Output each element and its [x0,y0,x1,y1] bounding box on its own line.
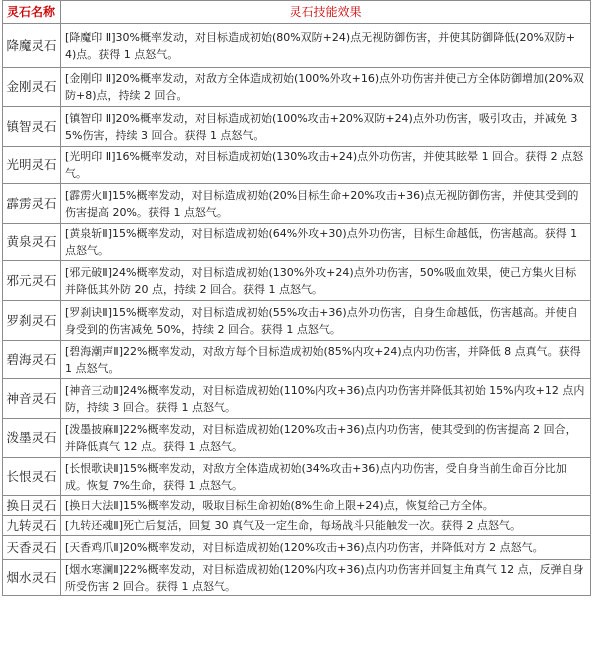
stone-name: 九转灵石 [3,516,61,536]
stone-name: 长恨灵石 [3,458,61,496]
stone-effect: [长恨歌诀Ⅱ]15%概率发动，对敌方全体造成初始(34%攻击+36)点内功伤害，受自身当前生命百分比加成。恢复 7%生命，获得 1 点怒气。 [61,458,591,496]
stone-name: 降魔灵石 [3,24,61,68]
stone-effect: [换日大法Ⅱ]15%概率发动，吸取目标生命初始(8%生命上限+24)点，恢复给己方全体。 [61,496,591,516]
table-row [3,341,591,379]
table-row [3,379,591,419]
stone-effect: [黄泉斩Ⅱ]15%概率发动，对目标造成初始(64%外攻+30)点外功伤害，目标生命越低，伤害越高。获得 1 点怒气。 [61,224,591,261]
stone-effect: [泼墨披麻Ⅱ]22%概率发动，对目标造成初始(120%攻击+36)点内功伤害，使其受到的伤害提高 2 回合，并降低真气 12 点。获得 1 点怒气。 [61,419,591,458]
stone-effect: [碧海潮声Ⅱ]22%概率发动，对敌方每个目标造成初始(85%内攻+24)点内功伤害，并降低 8 点真气。获得 1 点怒气。 [61,341,591,379]
table-header-row [3,1,591,24]
stone-name: 罗刹灵石 [3,301,61,341]
stone-effect: [镇智印 Ⅱ]20%概率发动，对目标造成初始(100%攻击+20%双防+24)点外功伤害，吸引攻击，并减免 35%伤害，持续 3 回合。获得 1 点怒气。 [61,107,591,147]
header-name: 灵石名称 [3,1,61,24]
table-row [3,261,591,301]
stone-effect: [邪元破Ⅱ]24%概率发动，对目标造成初始(130%外攻+24)点外功伤害，50%吸血效果，使己方集火目标并降低其外防 20 点，持续 2 回合。获得 1 点怒气。 [61,261,591,301]
table-row [3,184,591,224]
table-row [3,516,591,536]
table-row [3,24,591,68]
stone-name: 天香灵石 [3,536,61,560]
stone-name: 神音灵石 [3,379,61,419]
stone-effect: [烟水寒澜Ⅱ]22%概率发动，对目标造成初始(120%内攻+36)点内功伤害并回复主角真气 12 点，反弹自身所受伤害 2 回合。获得 1 点怒气。 [61,560,591,596]
stone-effect: [金刚印 Ⅱ]20%概率发动，对敌方全体造成初始(100%外攻+16)点外功伤害并使己方全体防御增加(20%双防+8)点，持续 2 回合。 [61,68,591,107]
stone-name: 泼墨灵石 [3,419,61,458]
stone-effect: [九转还魂Ⅱ]死亡后复活，回复 30 真气及一定生命，每场战斗只能触发一次。获得 2 点怒气。 [61,516,591,536]
table-row [3,107,591,147]
stone-effect: [降魔印 Ⅱ]30%概率发动，对目标造成初始(80%双防+24)点无视防御伤害，并使其防御降低(20%双防+4)点。获得 1 点怒气。 [61,24,591,68]
table-row [3,560,591,596]
stone-name: 碧海灵石 [3,341,61,379]
stone-effect: [神音三动Ⅱ]24%概率发动，对目标造成初始(110%内攻+36)点内功伤害并降低其初始 15%内攻+12 点内防，持续 3 回合。获得 1 点怒气。 [61,379,591,419]
stone-effect: [光明印 Ⅱ]16%概率发动，对目标造成初始(130%攻击+24)点外功伤害，并使其眩晕 1 回合。获得 2 点怒气。 [61,147,591,184]
table-row [3,458,591,496]
table-row [3,536,591,560]
stone-effect: [天香鸡爪Ⅱ]20%概率发动，对目标造成初始(120%攻击+36)点内功伤害，并降低对方 2 点怒气。 [61,536,591,560]
stone-name: 霹雳灵石 [3,184,61,224]
stone-effect: [霹雳火Ⅱ]15%概率发动，对目标造成初始(20%目标生命+20%攻击+36)点无视防御伤害，并使其受到的伤害提高 20%。获得 1 点怒气。 [61,184,591,224]
table-row [3,68,591,107]
table-row [3,147,591,184]
header-effect: 灵石技能效果 [61,1,591,24]
spirit-stone-table [2,0,591,596]
stone-name: 换日灵石 [3,496,61,516]
table-row [3,419,591,458]
stone-name: 邪元灵石 [3,261,61,301]
stone-name: 烟水灵石 [3,560,61,596]
stone-name: 黄泉灵石 [3,224,61,261]
table-row [3,301,591,341]
stone-name: 光明灵石 [3,147,61,184]
stone-name: 金刚灵石 [3,68,61,107]
table-row [3,224,591,261]
table-row [3,496,591,516]
stone-effect: [罗刹诀Ⅱ]15%概率发动，对目标造成初始(55%攻击+36)点外功伤害，自身生命越低，伤害越高。并使自身受到的伤害减免 50%，持续 2 回合。获得 1 点怒气。 [61,301,591,341]
stone-name: 镇智灵石 [3,107,61,147]
